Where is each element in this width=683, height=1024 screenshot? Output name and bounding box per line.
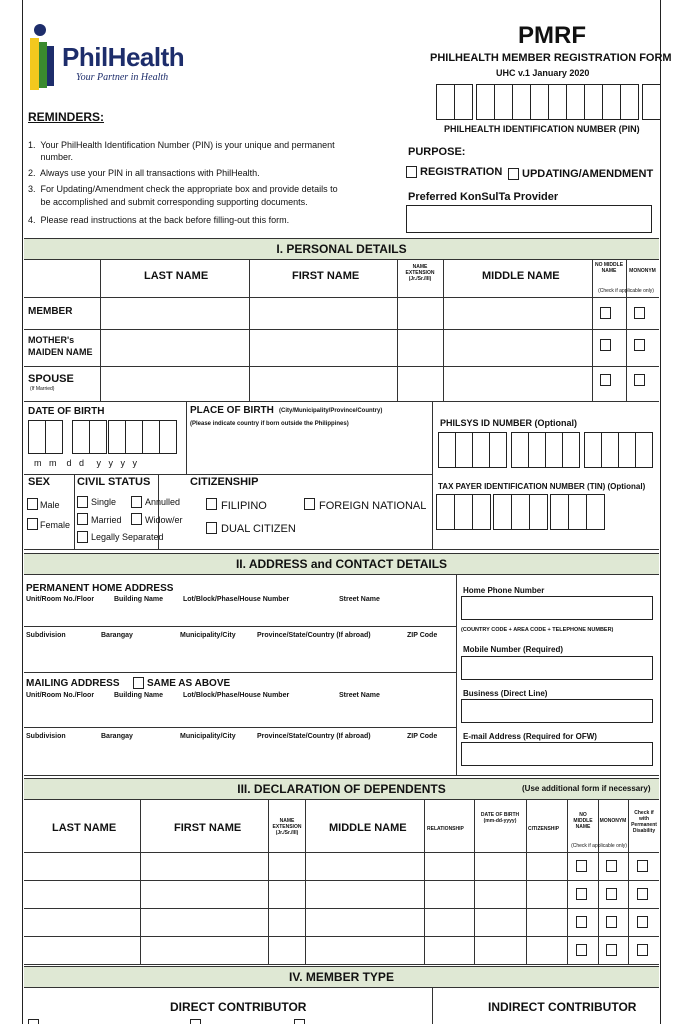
mail-street: Street Name — [339, 692, 380, 699]
citizenship-label: CITIZENSHIP — [190, 476, 259, 488]
pin-digit-box[interactable] — [548, 84, 567, 120]
updating-checkbox[interactable] — [508, 168, 519, 180]
pin-digit-box[interactable] — [476, 84, 495, 120]
philsys-digit-box[interactable] — [511, 432, 529, 468]
cit-dual-checkbox[interactable] — [206, 522, 217, 534]
perm-barangay: Barangay — [101, 632, 133, 639]
tin-digit-box[interactable] — [568, 494, 587, 530]
perm-address-title: PERMANENT HOME ADDRESS — [26, 583, 174, 594]
philsys-digit-box[interactable] — [618, 432, 636, 468]
dob-digit-box[interactable] — [72, 420, 90, 454]
civil-widow-checkbox[interactable] — [131, 513, 142, 525]
perm-building: Building Name — [114, 596, 164, 603]
dob-digit-box[interactable] — [125, 420, 143, 454]
form-title: PHILHEALTH MEMBER REGISTRATION FORM — [430, 52, 672, 64]
member-type-checkbox[interactable] — [28, 1019, 39, 1024]
cit-foreign-label: FOREIGN NATIONAL — [319, 500, 427, 512]
section-personal-details: I. PERSONAL DETAILS — [24, 238, 659, 260]
dob-digit-box[interactable] — [45, 420, 63, 454]
civil-annulled-checkbox[interactable] — [131, 496, 142, 508]
pin-digit-box[interactable] — [602, 84, 621, 120]
col-name-extension: NAME EXTENSION (Jr./Sr./III) — [405, 264, 435, 282]
sex-male-checkbox[interactable] — [27, 498, 38, 510]
pin-digit-box[interactable] — [566, 84, 585, 120]
registration-label: REGISTRATION — [420, 166, 503, 178]
sex-male-label: Male — [40, 500, 60, 510]
row-spouse: SPOUSE — [28, 373, 74, 385]
philsys-digit-box[interactable] — [545, 432, 563, 468]
sex-female-label: Female — [40, 520, 71, 530]
pin-digit-box[interactable] — [436, 84, 455, 120]
member-type-checkbox[interactable] — [294, 1019, 305, 1024]
perm-zip: ZIP Code — [407, 632, 438, 639]
dep-mononym-checkbox[interactable] — [606, 944, 617, 956]
cit-foreign-checkbox[interactable] — [304, 498, 315, 510]
philsys-digit-box[interactable] — [584, 432, 602, 468]
reminder-line: 2. Always use your PIN in all transactions with PhilHealth. — [28, 168, 260, 178]
tin-digit-box[interactable] — [493, 494, 512, 530]
civil-separated-label: Legally Separated — [91, 532, 164, 542]
dob-digit-box[interactable] — [89, 420, 107, 454]
perm-lot: Lot/Block/Phase/House Number — [183, 596, 290, 603]
tin-digit-box[interactable] — [586, 494, 605, 530]
check-note: (Check if applicable only) — [598, 288, 654, 294]
mail-municipality: Municipality/City — [180, 733, 236, 740]
cit-filipino-label: FILIPINO — [221, 500, 267, 512]
mail-province: Province/State/Country (If abroad) — [257, 733, 371, 740]
row-spouse-note: (If Married) — [30, 386, 55, 392]
tin-digit-box[interactable] — [436, 494, 455, 530]
purpose-title: PURPOSE: — [408, 146, 466, 158]
form-code: PMRF — [518, 22, 586, 49]
col-last-name: LAST NAME — [144, 270, 209, 282]
tin-digit-box[interactable] — [529, 494, 548, 530]
cit-dual-label: DUAL CITIZEN — [221, 523, 296, 535]
member-no-middle-checkbox[interactable] — [600, 307, 611, 319]
dep-check-note: (Check if applicable only) — [571, 843, 627, 849]
dep-mononym-checkbox[interactable] — [606, 916, 617, 928]
dep-col-relationship: RELATIONSHIP — [427, 826, 464, 832]
civil-married-checkbox[interactable] — [77, 513, 88, 525]
cit-filipino-checkbox[interactable] — [206, 498, 217, 510]
dob-digit-box[interactable] — [108, 420, 126, 454]
dependents-note: (Use additional form if necessary) — [522, 784, 651, 793]
tin-digit-box[interactable] — [454, 494, 473, 530]
pob-label: PLACE OF BIRTH — [190, 405, 274, 416]
mail-subdivision: Subdivision — [26, 733, 66, 740]
mobile-field[interactable] — [461, 656, 653, 680]
direct-contributor-label: DIRECT CONTRIBUTOR — [170, 1000, 307, 1014]
member-mononym-checkbox[interactable] — [634, 307, 645, 319]
col-no-middle-name: NO MIDDLE NAME — [594, 262, 624, 274]
mail-unit: Unit/Room No./Floor — [26, 692, 95, 699]
tin-digit-box[interactable] — [550, 494, 569, 530]
same-as-above-checkbox[interactable] — [133, 677, 144, 689]
tin-digit-box[interactable] — [472, 494, 491, 530]
pin-digit-box[interactable] — [642, 84, 661, 120]
col-middle-name: MIDDLE NAME — [482, 270, 560, 282]
pin-digit-box[interactable] — [454, 84, 473, 120]
perm-subdivision: Subdivision — [26, 632, 66, 639]
col-mononym: MONONYM — [629, 268, 656, 274]
reminder-line: 4. Please read instructions at the back before filling-out this form. — [28, 215, 290, 225]
philsys-digit-box[interactable] — [601, 432, 619, 468]
reminder-line: 3. For Updating/Amendment check the appropriate box and provide details to — [28, 184, 338, 194]
row-mother-maiden-name: MOTHER's MAIDEN NAME — [28, 335, 93, 357]
pob-note: (Please indicate country if born outside the Philippines) — [190, 421, 349, 427]
tin-label: TAX PAYER IDENTIFICATION NUMBER (TIN) (Optional) — [438, 482, 646, 491]
dep-disability-checkbox[interactable] — [637, 944, 648, 956]
home-phone-label: Home Phone Number — [463, 586, 545, 595]
phone-format-note: (COUNTRY CODE + AREA CODE + TELEPHONE NUMBER) — [461, 627, 614, 633]
section-member-type: IV. MEMBER TYPE — [24, 966, 659, 988]
konsulta-label: Preferred KonSulTa Provider — [408, 191, 559, 203]
reminders-title: REMINDERS: — [28, 110, 105, 124]
mail-barangay: Barangay — [101, 733, 133, 740]
dep-col-last-name: LAST NAME — [52, 822, 117, 834]
philhealth-logo — [28, 22, 188, 92]
philsys-digit-box[interactable] — [438, 432, 456, 468]
logo-wordmark: PhilHealth — [62, 42, 185, 72]
spouse-no-middle-checkbox[interactable] — [600, 374, 611, 386]
dep-col-first-name: FIRST NAME — [174, 822, 242, 834]
tin-digit-box[interactable] — [511, 494, 530, 530]
civil-annulled-label: Annulled — [145, 497, 181, 507]
dep-no-middle-checkbox[interactable] — [576, 860, 587, 872]
dep-disability-checkbox[interactable] — [637, 888, 648, 900]
dep-col-dob: DATE OF BIRTH (mm-dd-yyyy) — [480, 812, 520, 824]
mother-no-middle-checkbox[interactable] — [600, 339, 611, 351]
table-row — [24, 880, 659, 881]
perm-municipality: Municipality/City — [180, 632, 236, 639]
civil-married-label: Married — [91, 515, 122, 525]
member-type-checkbox[interactable] — [190, 1019, 201, 1024]
logo-figure-icon — [28, 22, 64, 94]
email-field[interactable] — [461, 742, 653, 766]
updating-label: UPDATING/AMENDMENT — [522, 168, 654, 180]
email-label: E-mail Address (Required for OFW) — [463, 732, 597, 741]
philsys-digit-box[interactable] — [472, 432, 490, 468]
col-first-name: FIRST NAME — [292, 270, 360, 282]
indirect-contributor-label: INDIRECT CONTRIBUTOR — [488, 1000, 637, 1014]
pin-digit-box[interactable] — [512, 84, 531, 120]
sex-label: SEX — [28, 476, 51, 488]
mail-lot: Lot/Block/Phase/House Number — [183, 692, 290, 699]
dep-disability-checkbox[interactable] — [637, 860, 648, 872]
registration-checkbox[interactable] — [406, 166, 417, 178]
mail-address-title: MAILING ADDRESS — [26, 678, 120, 689]
table-row — [24, 964, 659, 965]
dep-col-disability: Check if with Permanent Disability — [631, 810, 657, 834]
row-member: MEMBER — [28, 306, 73, 317]
business-label: Business (Direct Line) — [463, 689, 548, 698]
civil-single-label: Single — [91, 497, 117, 507]
dep-col-citizenship: CITIZENSHIP — [528, 826, 560, 832]
dep-mononym-checkbox[interactable] — [606, 860, 617, 872]
dep-col-no-middle: NO MIDDLE NAME — [573, 812, 593, 830]
civil-single-checkbox[interactable] — [77, 496, 88, 508]
perm-street: Street Name — [339, 596, 380, 603]
mail-building: Building Name — [114, 692, 164, 699]
philsys-digit-box[interactable] — [455, 432, 473, 468]
dob-digit-box[interactable] — [142, 420, 160, 454]
dob-digit-box[interactable] — [159, 420, 177, 454]
table-row — [24, 908, 659, 909]
reminder-line: be accomplished and submit corresponding supporting documents. — [28, 197, 308, 207]
sex-female-checkbox[interactable] — [27, 518, 38, 530]
philsys-label: PHILSYS ID NUMBER (Optional) — [440, 418, 577, 428]
table-row — [24, 936, 659, 937]
business-field[interactable] — [461, 699, 653, 723]
dep-disability-checkbox[interactable] — [637, 916, 648, 928]
reminder-line: number. — [28, 152, 74, 162]
civil-separated-checkbox[interactable] — [77, 531, 88, 543]
pin-digit-box[interactable] — [620, 84, 639, 120]
perm-unit: Unit/Room No./Floor — [26, 596, 95, 603]
mobile-label: Mobile Number (Required) — [463, 645, 564, 654]
mother-mononym-checkbox[interactable] — [634, 339, 645, 351]
philsys-digit-box[interactable] — [562, 432, 580, 468]
home-phone-field[interactable] — [461, 596, 653, 620]
pin-label: PHILHEALTH IDENTIFICATION NUMBER (PIN) — [444, 124, 640, 134]
dep-col-name-extension: NAME EXTENSION (Jr./Sr./III) — [272, 818, 302, 836]
philsys-digit-box[interactable] — [635, 432, 653, 468]
logo-tagline: Your Partner in Health — [76, 72, 169, 83]
dependents-title: III. DECLARATION OF DEPENDENTS — [237, 782, 446, 796]
dep-no-middle-checkbox[interactable] — [576, 944, 587, 956]
dep-col-mononym: MONONYM — [599, 818, 627, 824]
form-version: UHC v.1 January 2020 — [496, 68, 590, 78]
mail-zip: ZIP Code — [407, 733, 438, 740]
pin-digit-box[interactable] — [530, 84, 549, 120]
civil-status-label: CIVIL STATUS — [77, 476, 151, 488]
civil-widow-label: Widow/er — [145, 515, 183, 525]
philsys-digit-box[interactable] — [489, 432, 507, 468]
same-as-above-label: SAME AS ABOVE — [147, 678, 231, 689]
pin-digit-box[interactable] — [584, 84, 603, 120]
konsulta-field[interactable] — [406, 205, 652, 233]
pob-sub: (City/Municipality/Province/Country) — [279, 408, 383, 414]
dob-hint: m m d d y y y y — [34, 458, 138, 468]
philsys-digit-box[interactable] — [528, 432, 546, 468]
perm-province: Province/State/Country (If abroad) — [257, 632, 371, 639]
dob-digit-box[interactable] — [28, 420, 46, 454]
spouse-mononym-checkbox[interactable] — [634, 374, 645, 386]
dep-no-middle-checkbox[interactable] — [576, 916, 587, 928]
dep-no-middle-checkbox[interactable] — [576, 888, 587, 900]
pin-digit-box[interactable] — [494, 84, 513, 120]
dob-label: DATE OF BIRTH — [28, 406, 105, 417]
section-address-contact: II. ADDRESS and CONTACT DETAILS — [24, 553, 659, 575]
dep-mononym-checkbox[interactable] — [606, 888, 617, 900]
dep-col-middle-name: MIDDLE NAME — [329, 822, 407, 834]
reminder-line: 1. Your PhilHealth Identification Number (PIN) is your unique and permanent — [28, 140, 335, 150]
